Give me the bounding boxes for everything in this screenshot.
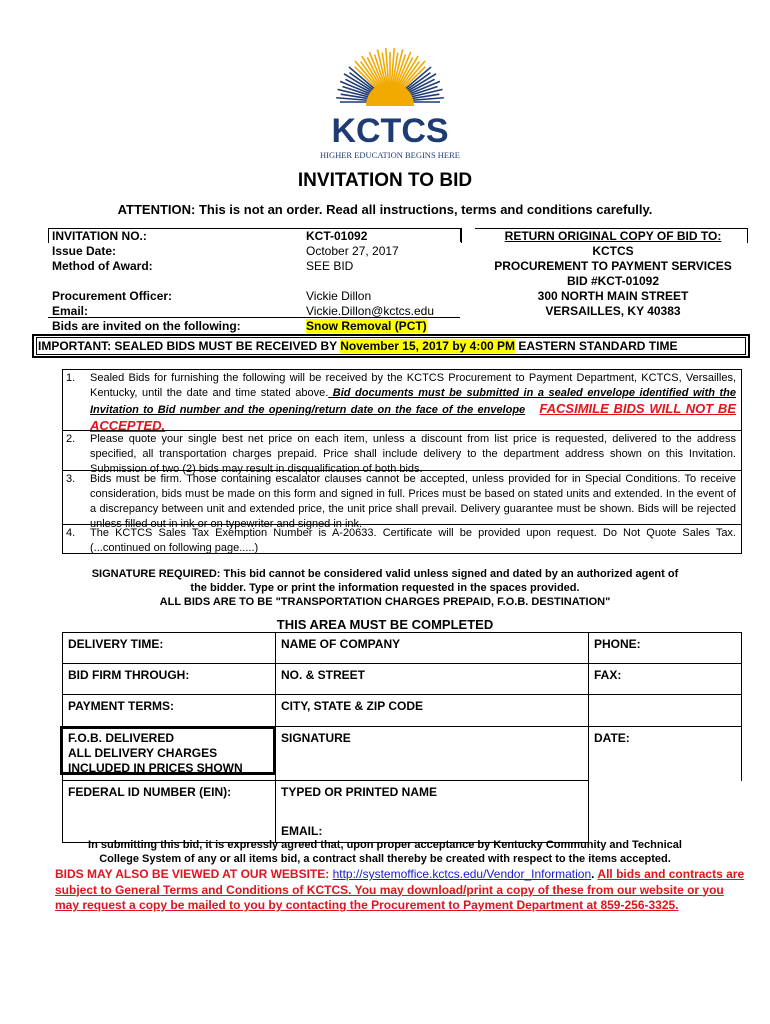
city-state-zip-field[interactable] — [276, 695, 589, 727]
return-line-5: VERSAILLES, KY 40383 — [545, 304, 681, 318]
term-4-text: The KCTCS Sales Tax Exemption Number is A-20633. Certificate will be provided upon request. Do Not Quote Sales Tax. (...continued on following page.....) — [90, 527, 736, 554]
bid-firm-field[interactable] — [63, 664, 276, 695]
signature-required — [0, 567, 770, 609]
logo-wordmark: KCTCS — [331, 112, 449, 150]
street-label: NO. & STREET — [281, 668, 366, 682]
invited-label: Bids are invited on the following: — [52, 319, 241, 333]
date-label: DATE: — [594, 731, 630, 745]
important-suffix: EASTERN STANDARD TIME — [515, 339, 678, 353]
header-labels — [52, 229, 282, 334]
return-line-3: BID #KCT-01092 — [566, 274, 660, 288]
term-1-facsimile: FACSIMILE BIDS WILL NOT BE ACCEPTED. — [90, 401, 736, 433]
important-prefix: IMPORTANT: SEALED BIDS MUST BE RECEIVED BY — [38, 339, 341, 353]
signature-required-line-1: SIGNATURE REQUIRED: This bid cannot be considered valid unless signed and dated by an authorized agent of — [91, 568, 679, 580]
phone-field[interactable] — [589, 633, 742, 664]
website-notice — [55, 867, 745, 914]
vendor-information-link[interactable]: http://systemoffice.kctcs.edu/Vendor_Information — [332, 867, 592, 881]
term-4-number: 4. — [66, 527, 76, 539]
important-deadline: November 15, 2017 by 4:00 PM — [340, 339, 516, 353]
ein-field[interactable] — [63, 781, 276, 843]
website-prefix: BIDS MAY ALSO BE VIEWED AT OUR WEBSITE: — [55, 867, 333, 881]
agreement-line-1: In submitting this bid, it is expressly agreed that, upon proper acceptance by Kentucky Community and Technical — [88, 839, 682, 851]
attention-notice: ATTENTION: This is not an order. Read all instructions, terms and conditions carefully. — [117, 202, 653, 217]
invitation-no-label: INVITATION NO.: — [52, 229, 147, 243]
website-dot: . — [591, 867, 598, 881]
return-address — [478, 229, 748, 319]
sunburst-logo-icon — [310, 40, 470, 170]
term-1-envelope: Bid documents must be submitted in a sealed envelope identified with the Invitation to Bid number and the opening/return date on the face of the envelope — [90, 387, 736, 416]
fax-label: FAX: — [594, 668, 622, 682]
issue-date-label: Issue Date: — [52, 244, 117, 258]
ein-label: FEDERAL ID NUMBER (EIN): — [68, 785, 232, 799]
term-1-number: 1. — [66, 372, 76, 384]
delivery-time-field[interactable] — [63, 633, 276, 664]
term-2 — [66, 432, 736, 477]
signature-required-line-2: the bidder. Type or print the information requested in the spaces provided. — [190, 582, 580, 594]
signature-label: SIGNATURE — [281, 731, 351, 745]
important-notice — [38, 339, 748, 353]
company-name-field[interactable] — [276, 633, 589, 664]
return-heading: RETURN ORIGINAL COPY OF BID TO: — [504, 229, 722, 243]
term-1-text: Sealed Bids for furnishing the following will be received by the KCTCS Procurement to Payment Department, KCTCS, Versailles, Kentucky, until the date and time stated above. — [90, 372, 736, 399]
term-3-number: 3. — [66, 473, 76, 485]
term-3 — [66, 472, 736, 532]
fob-line-3: INCLUDED IN PRICES SHOWN — [68, 761, 243, 775]
issue-date: October 27, 2017 — [306, 244, 399, 258]
fob-line-1: F.O.B. DELIVERED — [68, 731, 175, 745]
typed-name-field[interactable] — [276, 781, 589, 843]
email-label: EMAIL: — [281, 824, 323, 838]
logo-tagline: HIGHER EDUCATION BEGINS HERE — [319, 150, 461, 160]
phone-label: PHONE: — [594, 637, 641, 651]
fax-field[interactable] — [589, 664, 742, 695]
return-line-1: KCTCS — [592, 244, 634, 258]
date-field[interactable] — [589, 727, 742, 781]
agreement-text — [0, 838, 770, 866]
signature-required-line-3: ALL BIDS ARE TO BE "TRANSPORTATION CHARGES PREPAID, F.O.B. DESTINATION" — [159, 596, 611, 608]
kctcs-logo — [310, 40, 470, 170]
officer-email: Vickie.Dillon@kctcs.edu — [306, 304, 435, 318]
form-heading: THIS AREA MUST BE COMPLETED — [276, 617, 494, 632]
payment-terms-label: PAYMENT TERMS: — [68, 699, 175, 713]
payment-terms-field[interactable] — [63, 695, 276, 727]
street-field[interactable] — [276, 664, 589, 695]
signature-field[interactable] — [276, 727, 589, 781]
bid-firm-label: BID FIRM THROUGH: — [68, 668, 190, 682]
return-line-4: 300 NORTH MAIN STREET — [537, 289, 689, 303]
typed-name-label: TYPED OR PRINTED NAME — [281, 785, 438, 799]
phone-fax-spacer — [589, 695, 742, 727]
method-of-award: SEE BID — [306, 259, 354, 273]
email-label: Email: — [52, 304, 89, 318]
bid-subject: Snow Removal (PCT) — [306, 319, 427, 333]
fob-line-2: ALL DELIVERY CHARGES — [68, 746, 218, 760]
procurement-officer: Vickie Dillon — [306, 289, 372, 303]
header-values — [306, 229, 506, 334]
delivery-time-label: DELIVERY TIME: — [68, 637, 164, 651]
method-label: Method of Award: — [52, 259, 153, 273]
return-line-2: PROCUREMENT TO PAYMENT SERVICES — [494, 259, 732, 273]
term-2-text: Please quote your single best net price on each item, unless a discount from list price is requested, delivered to the address specified, all transportation charges prepaid. Price shall include delivery to the department address shown on this Invitation. Submission of two (2) bids may result in disqualification of both bids. — [90, 433, 736, 475]
page-title: INVITATION TO BID — [297, 170, 473, 191]
empty-cell — [589, 781, 742, 843]
city-state-zip-label: CITY, STATE & ZIP CODE — [281, 699, 424, 713]
invitation-no: KCT-01092 — [306, 229, 368, 243]
fob-highlight-box — [60, 726, 276, 775]
term-2-number: 2. — [66, 433, 76, 445]
officer-label: Procurement Officer: — [52, 289, 173, 303]
term-3-text: Bids must be firm. Those containing escalator clauses cannot be accepted, unless provided for in Special Conditions. To receive consideration, bids must be made on this form and signed in full. Prices must be based on stated units and extended. In the event of a discrepancy between unit and extended price, the unit price shall prevail. Delivery guarantee must be shown. Bids will be rejected unless filled out in ink or on typewriter and signed in ink. — [90, 473, 736, 530]
agreement-line-2: College System of any or all items bid, a contract shall thereby be created with respect to the items accepted. — [99, 853, 671, 865]
term-1 — [66, 371, 736, 435]
term-4 — [66, 526, 736, 556]
company-name-label: NAME OF COMPANY — [281, 637, 401, 651]
terms-notice: All bids and contracts are subject to General Terms and Conditions of KCTCS. You may download/print a copy of these from our website or you may request a copy be mailed to you by contacting the Procurement to Payment Department at 859-256-3325. — [55, 867, 745, 912]
